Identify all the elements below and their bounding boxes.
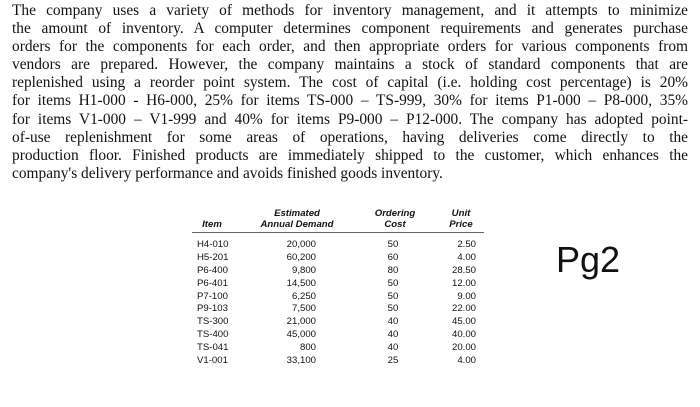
cell-item: TS-400 xyxy=(197,329,229,341)
cell-cost: 50 xyxy=(387,303,399,315)
cell-demand: 21,000 xyxy=(286,316,316,328)
cell-cost: 80 xyxy=(387,264,399,276)
cell-price: 4.00 xyxy=(457,251,476,263)
paragraph-line: orders for the components for each order, and then appropriate orders for various components from xyxy=(12,38,688,56)
table-row xyxy=(192,278,484,291)
cell-demand: 9,800 xyxy=(291,264,316,276)
cell-price: 40.00 xyxy=(451,329,476,341)
problem-paragraph xyxy=(12,2,688,183)
cell-item: P6-400 xyxy=(197,264,228,276)
table-row xyxy=(192,265,484,278)
page-label: Pg2 xyxy=(556,239,621,280)
cell-cost: 60 xyxy=(387,251,399,263)
header-item: Item xyxy=(202,218,222,230)
cell-cost: 40 xyxy=(387,316,399,328)
cell-item: TS-041 xyxy=(197,342,229,354)
cell-price: 45.00 xyxy=(451,316,476,328)
cell-demand: 45,000 xyxy=(286,329,316,341)
table-row xyxy=(192,239,484,252)
table-row xyxy=(192,316,484,329)
header-annual-demand: Estimated Annual Demand xyxy=(260,208,334,230)
cell-price: 4.00 xyxy=(457,355,476,367)
cell-cost: 50 xyxy=(387,277,399,289)
paragraph-line: the amount of inventory. A computer determines component requirements and generates purchase xyxy=(12,20,688,38)
table-row xyxy=(192,303,484,316)
cell-demand: 800 xyxy=(299,342,316,354)
paragraph-line: vendors are prepared. However, the company maintains a stock of standard components that are xyxy=(12,56,688,74)
cell-price: 2.50 xyxy=(457,239,476,250)
table-row xyxy=(192,291,484,304)
cell-demand: 20,000 xyxy=(286,239,316,250)
inventory-table xyxy=(192,202,484,368)
table-row xyxy=(192,252,484,265)
header-unit-price: Unit Price xyxy=(449,208,473,230)
cell-demand: 6,250 xyxy=(291,290,316,302)
table-row xyxy=(192,342,484,355)
paragraph-line: of-use replenishment for some areas of operations, having deliveries come directly to the xyxy=(12,128,688,146)
cell-cost: 25 xyxy=(387,355,399,367)
cell-item: P6-401 xyxy=(197,277,228,289)
cell-price: 20.00 xyxy=(451,342,476,354)
paragraph-line: for items V1-000 – V1-999 and 40% for items P9-000 – P12-000. The company has adopted point- xyxy=(12,110,688,128)
header-ordering-cost: Ordering Cost xyxy=(374,208,416,230)
cell-item: P9-103 xyxy=(197,303,228,315)
table-body xyxy=(192,239,484,368)
cell-price: 22.00 xyxy=(451,303,476,315)
cell-cost: 40 xyxy=(387,329,399,341)
table-row xyxy=(192,355,484,368)
cell-cost: 50 xyxy=(387,290,399,302)
paragraph-line: replenished using a reorder point system. The cost of capital (i.e. holding cost percentage) is 20% xyxy=(12,74,688,92)
cell-item: P7-100 xyxy=(197,290,228,302)
cell-price: 9.00 xyxy=(457,290,476,302)
cell-item: V1-001 xyxy=(197,355,228,367)
cell-item: H5-201 xyxy=(197,251,229,263)
cell-demand: 14,500 xyxy=(286,277,316,289)
cell-item: TS-300 xyxy=(197,316,229,328)
cell-cost: 40 xyxy=(387,342,399,354)
paragraph-line: production floor. Finished products are immediately shipped to the customer, which enhances the xyxy=(12,146,688,164)
paragraph-line: company's delivery performance and avoids finished goods inventory. xyxy=(12,164,443,182)
cell-cost: 50 xyxy=(387,239,399,250)
cell-demand: 7,500 xyxy=(291,303,316,315)
table-header xyxy=(192,202,484,233)
cell-price: 28.50 xyxy=(451,264,476,276)
paragraph-line: for items H1-000 - H6-000, 25% for items TS-000 – TS-999, 30% for items P1-000 – P8-000, 35% xyxy=(12,92,688,110)
table-row xyxy=(192,329,484,342)
cell-demand: 60,200 xyxy=(286,251,316,263)
cell-item: H4-010 xyxy=(197,239,229,250)
cell-demand: 33,100 xyxy=(286,355,316,367)
paragraph-line: The company uses a variety of methods for inventory management, and it attempts to minimize xyxy=(12,2,688,19)
cell-price: 12.00 xyxy=(451,277,476,289)
